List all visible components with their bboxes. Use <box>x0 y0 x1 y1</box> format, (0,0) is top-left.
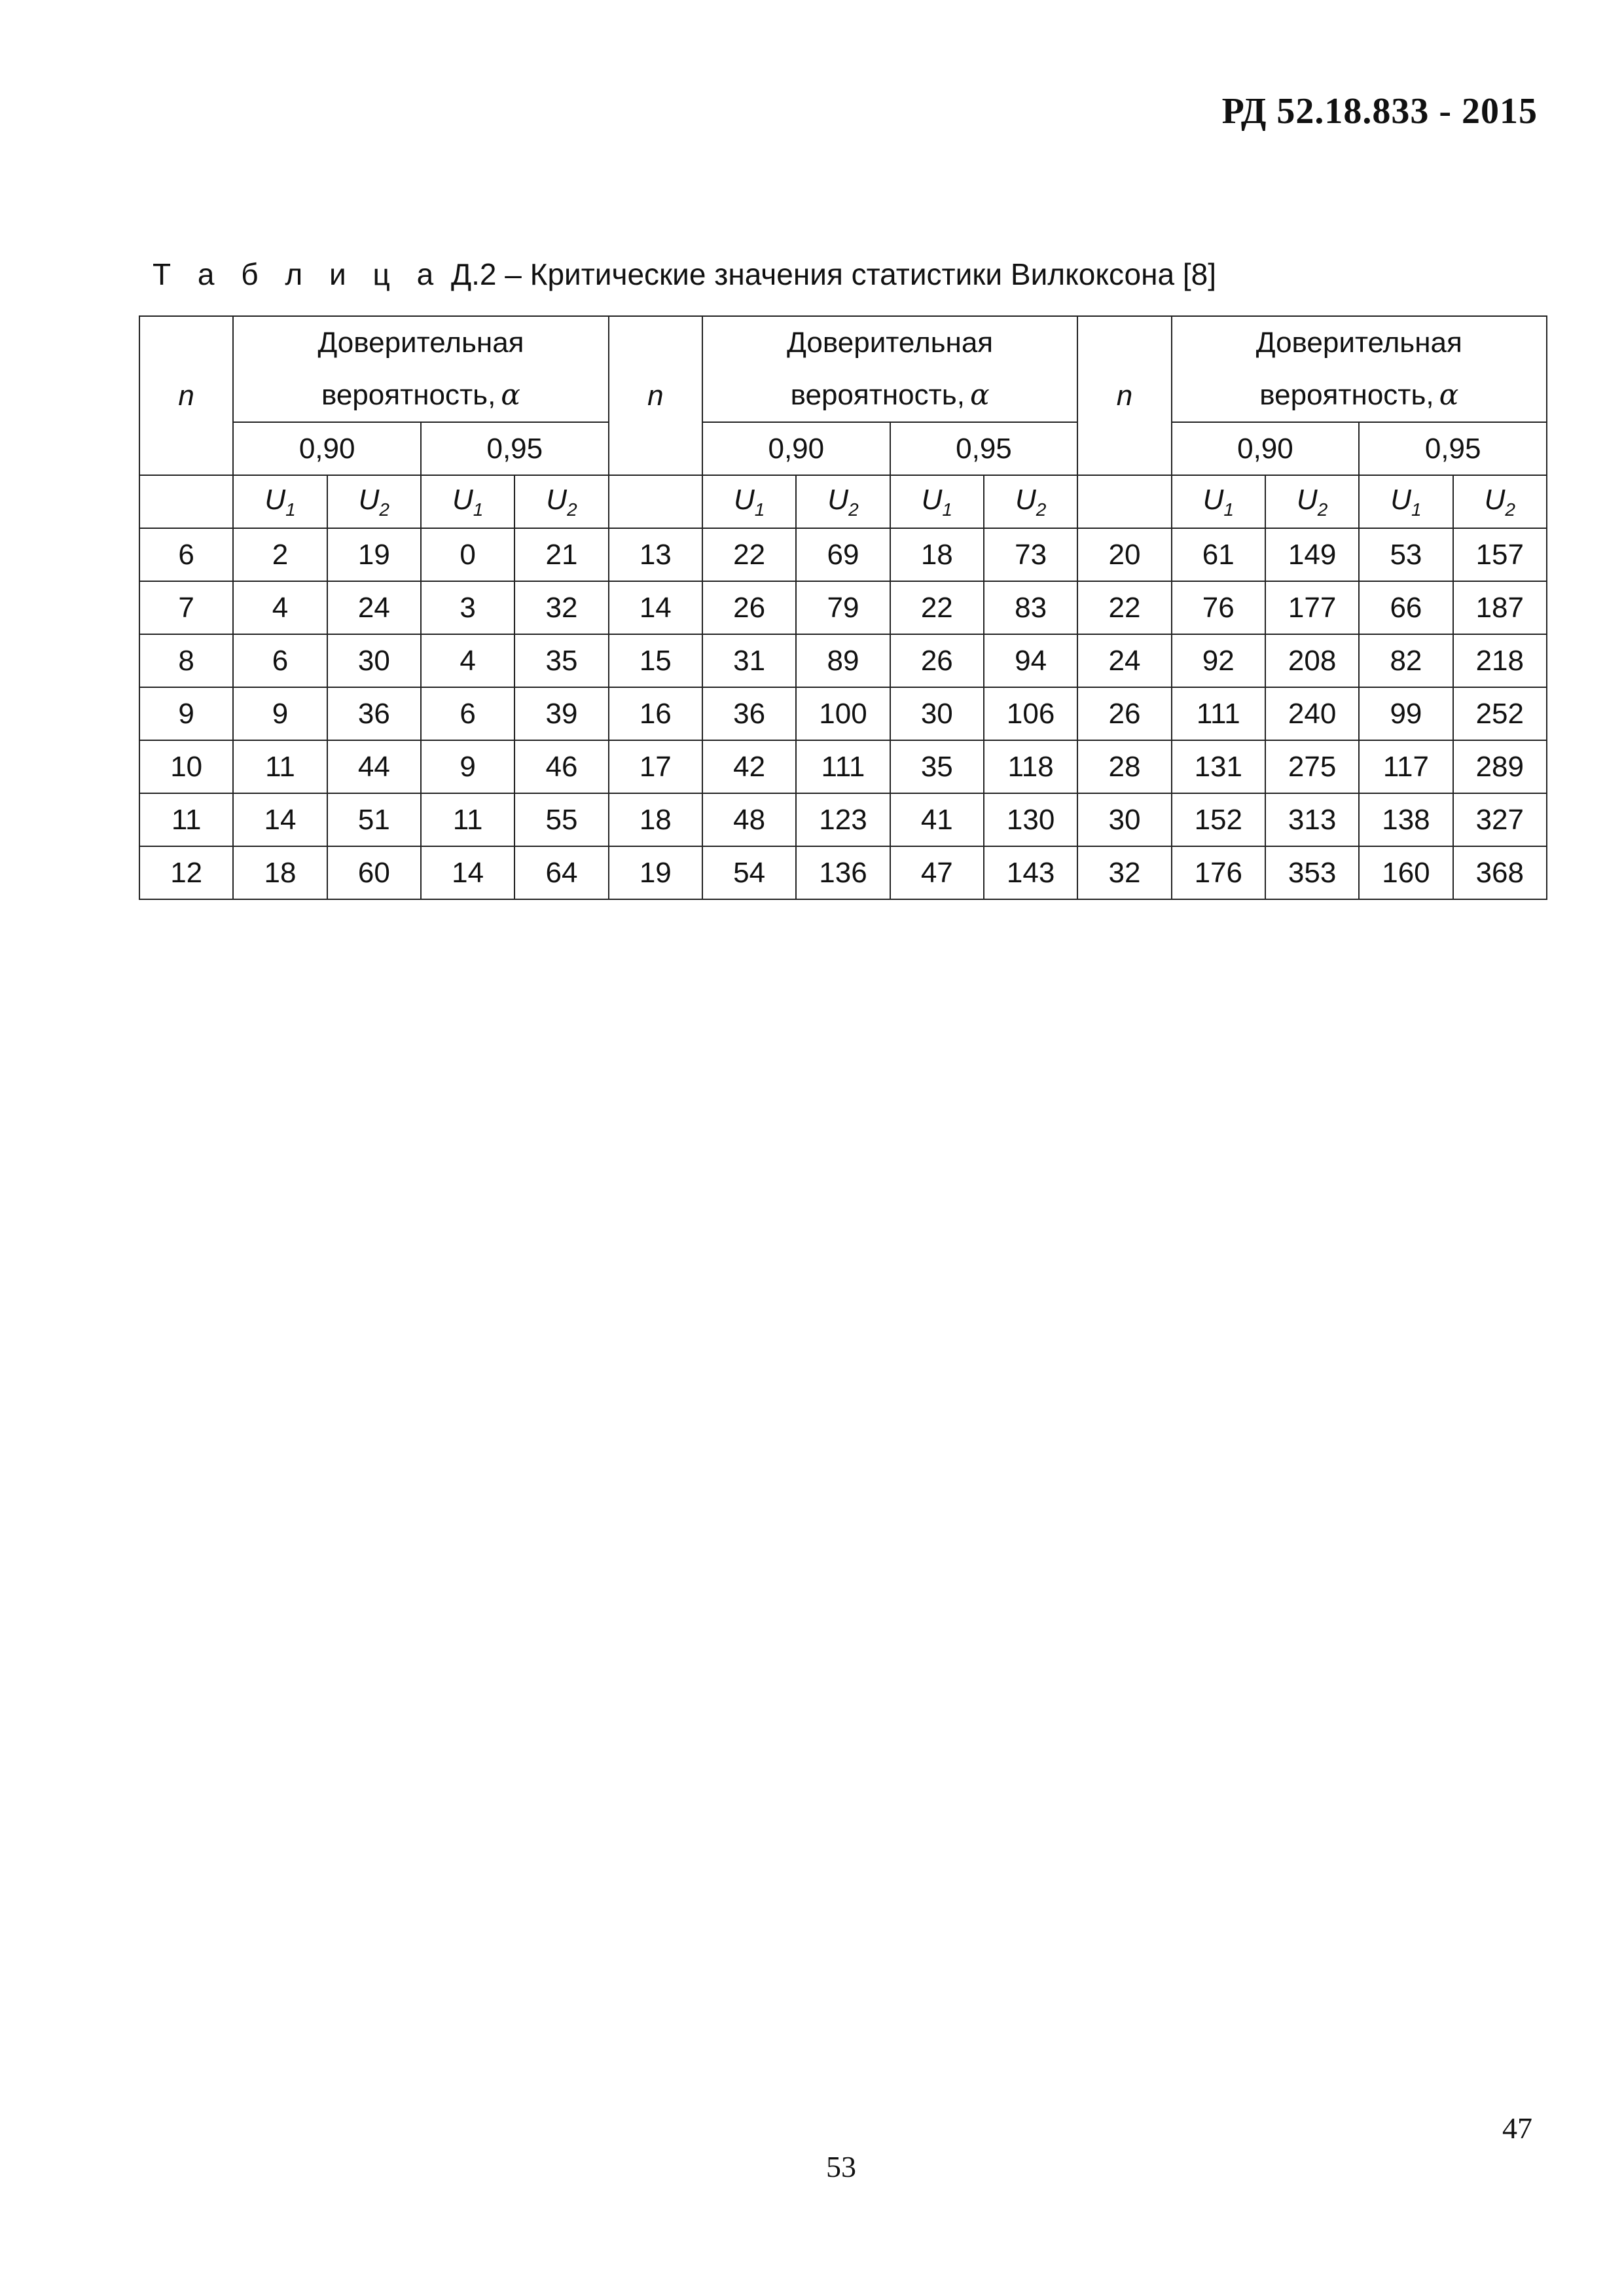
table-cell: 13 <box>609 528 702 581</box>
level-095-1: 0,95 <box>421 422 609 475</box>
table-cell: 240 <box>1265 687 1359 740</box>
table-cell: 208 <box>1265 634 1359 687</box>
table-cell: 12 <box>139 846 233 899</box>
table-cell: 14 <box>609 581 702 634</box>
n-header-3: n <box>1077 316 1171 475</box>
table-row <box>139 581 1547 634</box>
table-cell: 3 <box>421 581 514 634</box>
table-cell: 123 <box>796 793 890 846</box>
table-cell: 42 <box>702 740 796 793</box>
table-cell: 19 <box>609 846 702 899</box>
table-cell: 30 <box>890 687 984 740</box>
table-row <box>139 846 1547 899</box>
header-row-levels <box>139 422 1547 475</box>
table-cell: 117 <box>1359 740 1453 793</box>
table-cell: 149 <box>1265 528 1359 581</box>
table-cell: 89 <box>796 634 890 687</box>
table-cell: 92 <box>1172 634 1265 687</box>
caption-dash: – <box>505 257 522 291</box>
u2-header: $U_2$ <box>514 475 608 528</box>
table-cell: 289 <box>1453 740 1547 793</box>
table-cell: 130 <box>984 793 1077 846</box>
table-cell: 11 <box>139 793 233 846</box>
table-cell: 118 <box>984 740 1077 793</box>
table-cell: 6 <box>139 528 233 581</box>
table-cell: 48 <box>702 793 796 846</box>
table-cell: 32 <box>514 581 608 634</box>
table-cell: 24 <box>327 581 421 634</box>
prob-label-line1: Доверительная <box>317 327 524 359</box>
table-cell: 46 <box>514 740 608 793</box>
level-090-3: 0,90 <box>1172 422 1360 475</box>
table-cell: 51 <box>327 793 421 846</box>
table-cell: 79 <box>796 581 890 634</box>
table-cell: 26 <box>702 581 796 634</box>
table-cell: 44 <box>327 740 421 793</box>
table-cell: 275 <box>1265 740 1359 793</box>
table-cell: 143 <box>984 846 1077 899</box>
u1-header: $U_1$ <box>702 475 796 528</box>
table-row <box>139 793 1547 846</box>
prob-label-line1: Доверительная <box>787 327 994 359</box>
u1-header: $U_1$ <box>233 475 327 528</box>
prob-label-line2: вероятность, <box>1259 379 1434 411</box>
table-cell: 36 <box>702 687 796 740</box>
table-row <box>139 634 1547 687</box>
table-cell: 11 <box>421 793 514 846</box>
table-cell: 35 <box>514 634 608 687</box>
table-cell: 136 <box>796 846 890 899</box>
table-cell: 60 <box>327 846 421 899</box>
header-row-prob <box>139 316 1547 422</box>
table-cell: 73 <box>984 528 1077 581</box>
table-cell: 94 <box>984 634 1077 687</box>
table-cell: 11 <box>233 740 327 793</box>
table-cell: 18 <box>233 846 327 899</box>
table-row <box>139 740 1547 793</box>
table-cell: 64 <box>514 846 608 899</box>
table-cell: 19 <box>327 528 421 581</box>
table-cell: 7 <box>139 581 233 634</box>
u2-header: $U_2$ <box>796 475 890 528</box>
u1-header: $U_1$ <box>890 475 984 528</box>
prob-label-line2: вероятность, <box>321 379 496 411</box>
table-cell: 22 <box>1077 581 1171 634</box>
table-cell: 36 <box>327 687 421 740</box>
table-cell: 82 <box>1359 634 1453 687</box>
table-cell: 99 <box>1359 687 1453 740</box>
table-cell: 10 <box>139 740 233 793</box>
table-cell: 32 <box>1077 846 1171 899</box>
page-number-secondary: 47 <box>1502 2111 1532 2145</box>
table-cell: 187 <box>1453 581 1547 634</box>
table-cell: 35 <box>890 740 984 793</box>
table-cell: 9 <box>139 687 233 740</box>
caption-number: Д.2 <box>450 257 497 291</box>
table-cell: 111 <box>1172 687 1265 740</box>
table-cell: 18 <box>890 528 984 581</box>
table-row <box>139 687 1547 740</box>
u1-header: $U_1$ <box>1172 475 1265 528</box>
table-cell: 100 <box>796 687 890 740</box>
table-cell: 18 <box>609 793 702 846</box>
n-header-blank <box>139 475 233 528</box>
table-cell: 14 <box>233 793 327 846</box>
table-cell: 66 <box>1359 581 1453 634</box>
table-cell: 16 <box>609 687 702 740</box>
caption-label: Т а б л и ц а <box>153 257 443 291</box>
table-cell: 160 <box>1359 846 1453 899</box>
level-090-2: 0,90 <box>702 422 890 475</box>
table-cell: 22 <box>890 581 984 634</box>
table-cell: 313 <box>1265 793 1359 846</box>
prob-label-line1: Доверительная <box>1255 327 1462 359</box>
table-cell: 47 <box>890 846 984 899</box>
table-cell: 177 <box>1265 581 1359 634</box>
u2-header: $U_2$ <box>984 475 1077 528</box>
u2-header: $U_2$ <box>1453 475 1547 528</box>
table-cell: 6 <box>233 634 327 687</box>
alpha-symbol: α <box>501 378 521 412</box>
level-095-3: 0,95 <box>1359 422 1547 475</box>
table-cell: 22 <box>702 528 796 581</box>
table-cell: 218 <box>1453 634 1547 687</box>
alpha-symbol: α <box>1439 378 1459 412</box>
u1-header: $U_1$ <box>421 475 514 528</box>
table-cell: 30 <box>1077 793 1171 846</box>
document-code: РД 52.18.833 - 2015 <box>1221 91 1538 132</box>
caption-title: Критические значения статистики Вилкоксона [8] <box>530 257 1216 291</box>
table-cell: 368 <box>1453 846 1547 899</box>
table-cell: 15 <box>609 634 702 687</box>
table-cell: 4 <box>233 581 327 634</box>
table-caption <box>153 257 1216 292</box>
page-number: 53 <box>826 2150 856 2183</box>
table-cell: 8 <box>139 634 233 687</box>
table-cell: 41 <box>890 793 984 846</box>
n-header-1: n <box>139 316 233 475</box>
n-header-blank <box>1077 475 1171 528</box>
table-cell: 106 <box>984 687 1077 740</box>
table-cell: 4 <box>421 634 514 687</box>
table-cell: 138 <box>1359 793 1453 846</box>
table-cell: 30 <box>327 634 421 687</box>
table-cell: 39 <box>514 687 608 740</box>
table-cell: 17 <box>609 740 702 793</box>
u2-header: $U_2$ <box>327 475 421 528</box>
table-cell: 26 <box>1077 687 1171 740</box>
table-row <box>139 528 1547 581</box>
table-cell: 327 <box>1453 793 1547 846</box>
level-095-2: 0,95 <box>890 422 1078 475</box>
table-cell: 54 <box>702 846 796 899</box>
u2-header: $U_2$ <box>1265 475 1359 528</box>
table-cell: 21 <box>514 528 608 581</box>
table-cell: 24 <box>1077 634 1171 687</box>
table-cell: 69 <box>796 528 890 581</box>
table-cell: 9 <box>421 740 514 793</box>
table-cell: 55 <box>514 793 608 846</box>
u1-header: $U_1$ <box>1359 475 1453 528</box>
table-cell: 76 <box>1172 581 1265 634</box>
table-cell: 61 <box>1172 528 1265 581</box>
table-cell: 31 <box>702 634 796 687</box>
header-row-u <box>139 475 1547 528</box>
table-cell: 14 <box>421 846 514 899</box>
table-cell: 53 <box>1359 528 1453 581</box>
table-cell: 9 <box>233 687 327 740</box>
table-cell: 353 <box>1265 846 1359 899</box>
table-cell: 176 <box>1172 846 1265 899</box>
prob-label-line2: вероятность, <box>790 379 965 411</box>
table-cell: 20 <box>1077 528 1171 581</box>
table-cell: 152 <box>1172 793 1265 846</box>
table-cell: 111 <box>796 740 890 793</box>
table-cell: 26 <box>890 634 984 687</box>
prob-header-3 <box>1172 316 1547 422</box>
level-090-1: 0,90 <box>233 422 421 475</box>
table-cell: 252 <box>1453 687 1547 740</box>
table-cell: 28 <box>1077 740 1171 793</box>
table-cell: 0 <box>421 528 514 581</box>
table-cell: 2 <box>233 528 327 581</box>
table-cell: 6 <box>421 687 514 740</box>
n-header-blank <box>609 475 702 528</box>
alpha-symbol: α <box>969 378 990 412</box>
prob-header-2 <box>702 316 1077 422</box>
n-header-2: n <box>609 316 702 475</box>
table-cell: 157 <box>1453 528 1547 581</box>
table-cell: 131 <box>1172 740 1265 793</box>
prob-header-1 <box>233 316 608 422</box>
table-cell: 83 <box>984 581 1077 634</box>
wilcoxon-table <box>139 315 1547 900</box>
